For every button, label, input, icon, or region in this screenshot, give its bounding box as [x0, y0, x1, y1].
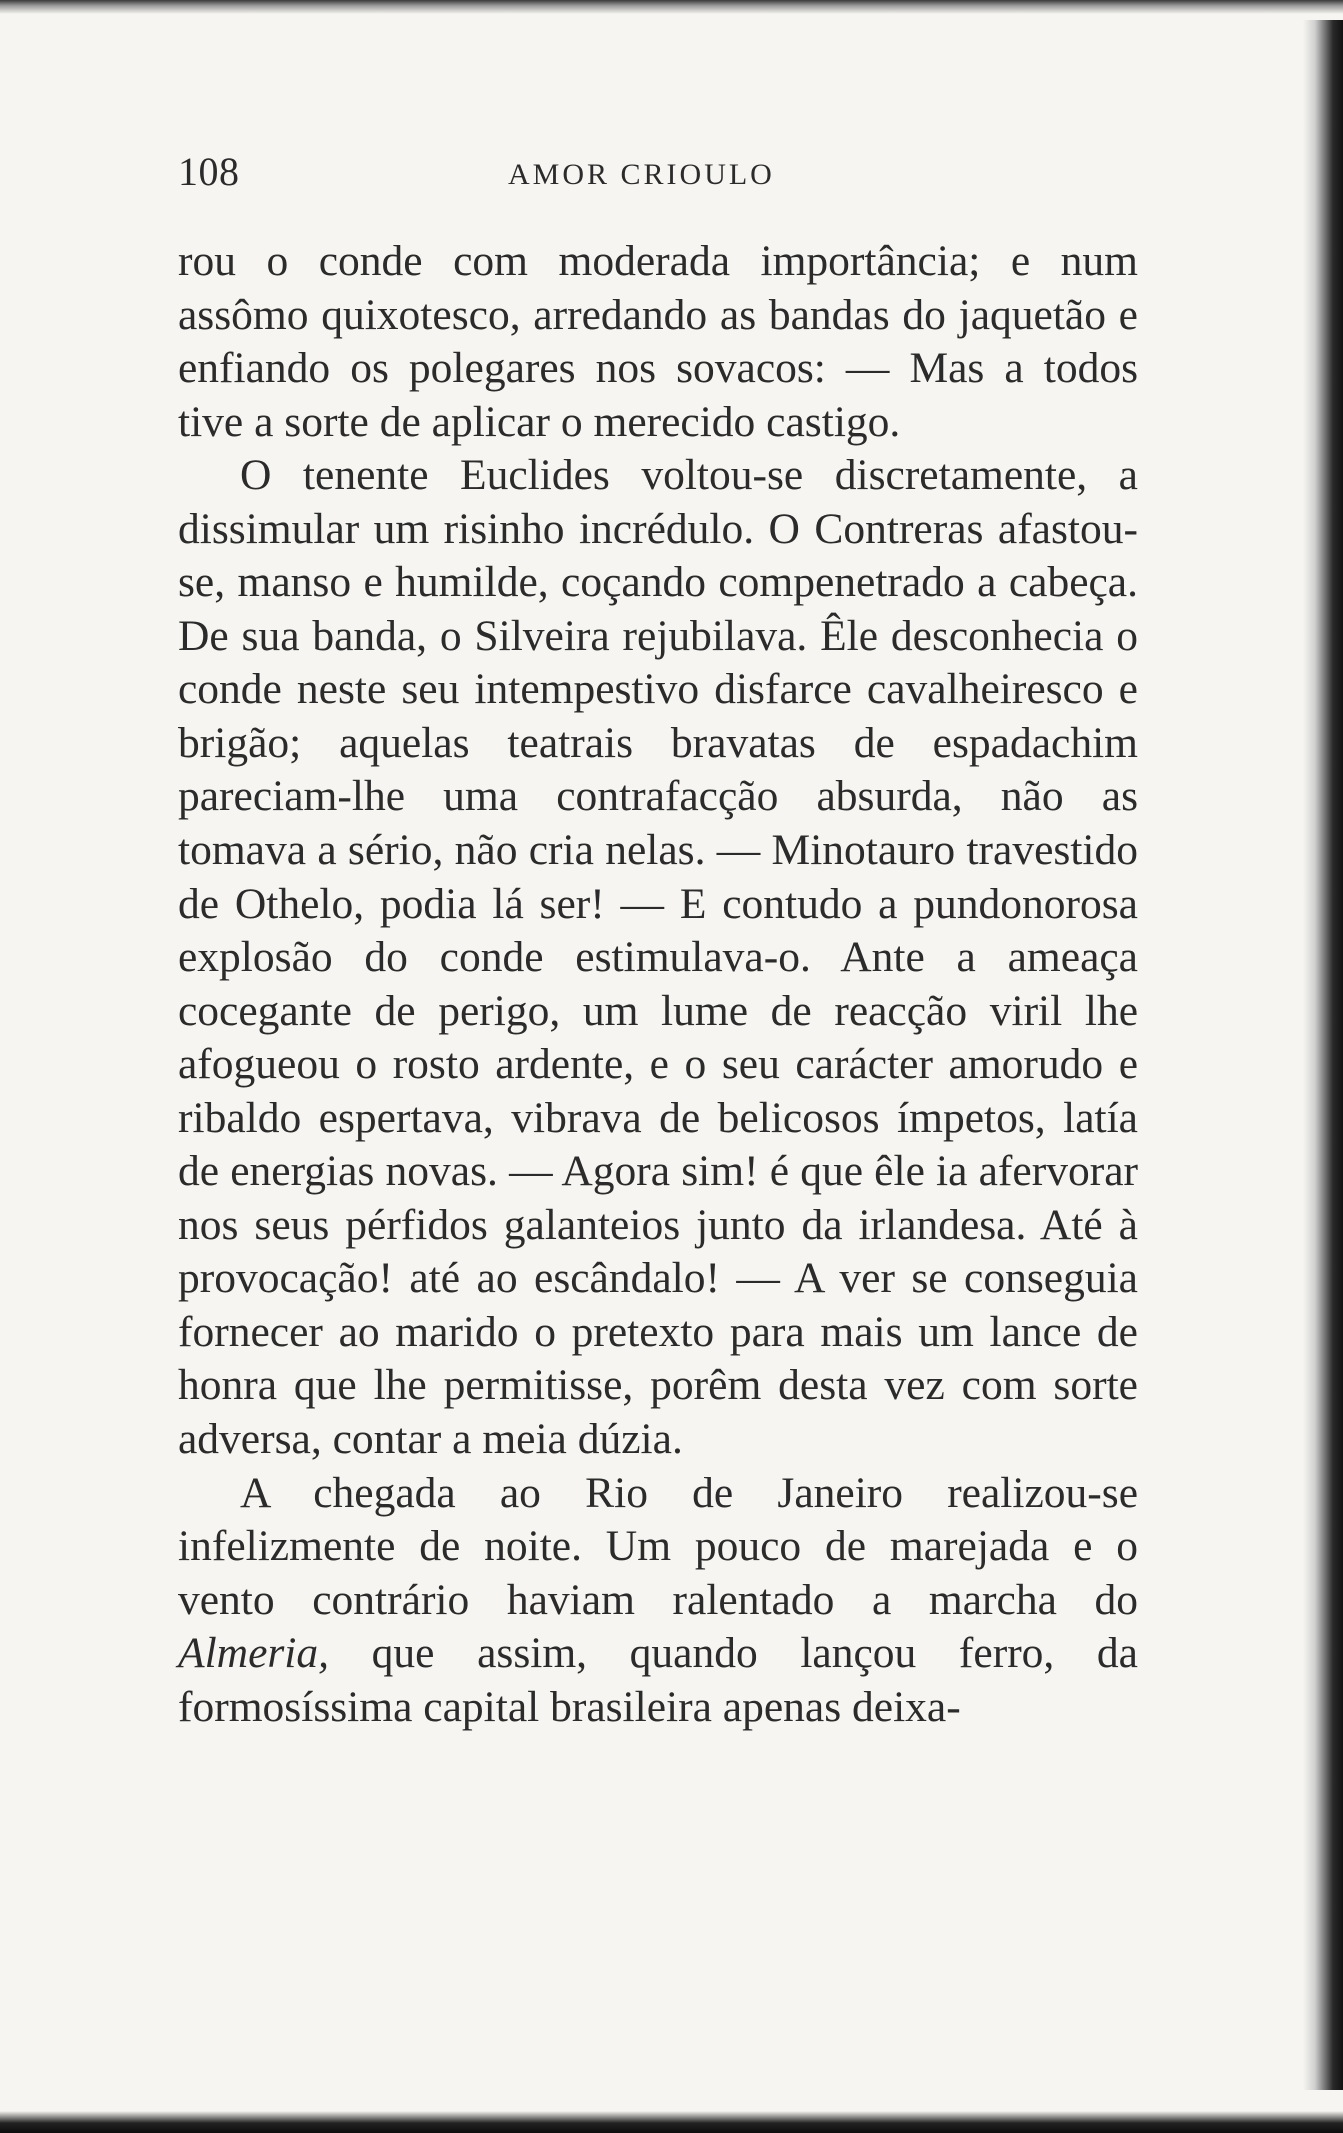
page-header	[178, 148, 1138, 198]
page-number: 108	[178, 149, 240, 194]
body-text	[178, 235, 1138, 1734]
paragraph-3	[178, 1467, 1138, 1735]
paragraph-3-text-after: que assim, quando lançou ferro, da formosíssima capital brasileira apenas deixa-	[178, 1629, 1138, 1731]
running-title: AMOR CRIOULO	[508, 158, 775, 191]
page-top-edge	[0, 0, 1343, 14]
paragraph-2: O tenente Euclides voltou-se discretamente, a dissimular um risinho incrédulo. O Contreras afastou-se, manso e humilde, coçando compenetrado a cabeça. De sua banda, o Silveira rejubilava. Êle desconhecia o conde neste seu intempestivo disfarce cavalheiresco e brigão; aquelas teatrais bravatas de espadachim pareciam-lhe uma contrafacção absurda, não as tomava a sério, não cria nelas. — Minotauro travestido de Othelo, podia lá ser! — E contudo a pundonorosa explosão do conde estimulava-o. Ante a ameaça cocegante de perigo, um lume de reacção viril lhe afogueou o rosto ardente, e o seu carácter amorudo e ribaldo espertava, vibrava de belicosos ímpetos, latía de energias novas. — Agora sim! é que êle ia afervorar nos seus pérfidos galanteios junto da irlandesa. Até à provocação! até ao escândalo! — A ver se conseguia fornecer ao marido o pretexto para mais um lance de honra que lhe permitisse, porêm desta vez com sorte adversa, contar a meia dúzia.	[178, 451, 1138, 1464]
paragraph-3-text-before: A chegada ao Rio de Janeiro realizou-se infelizmente de noite. Um pouco de marejada e o vento contrário haviam ralentado a marcha do	[178, 1468, 1138, 1624]
page-binding-edge	[1303, 20, 1343, 2090]
paragraph-1: rou o conde com moderada importância; e num assômo quixotesco, arredando as bandas do jaquetão e enfiando os polegares nos sovacos: — Mas a todos tive a sorte de aplicar o merecido castigo.	[178, 237, 1138, 446]
ship-name-italic: Almeria,	[178, 1629, 330, 1678]
page-bottom-edge	[0, 2111, 1343, 2133]
